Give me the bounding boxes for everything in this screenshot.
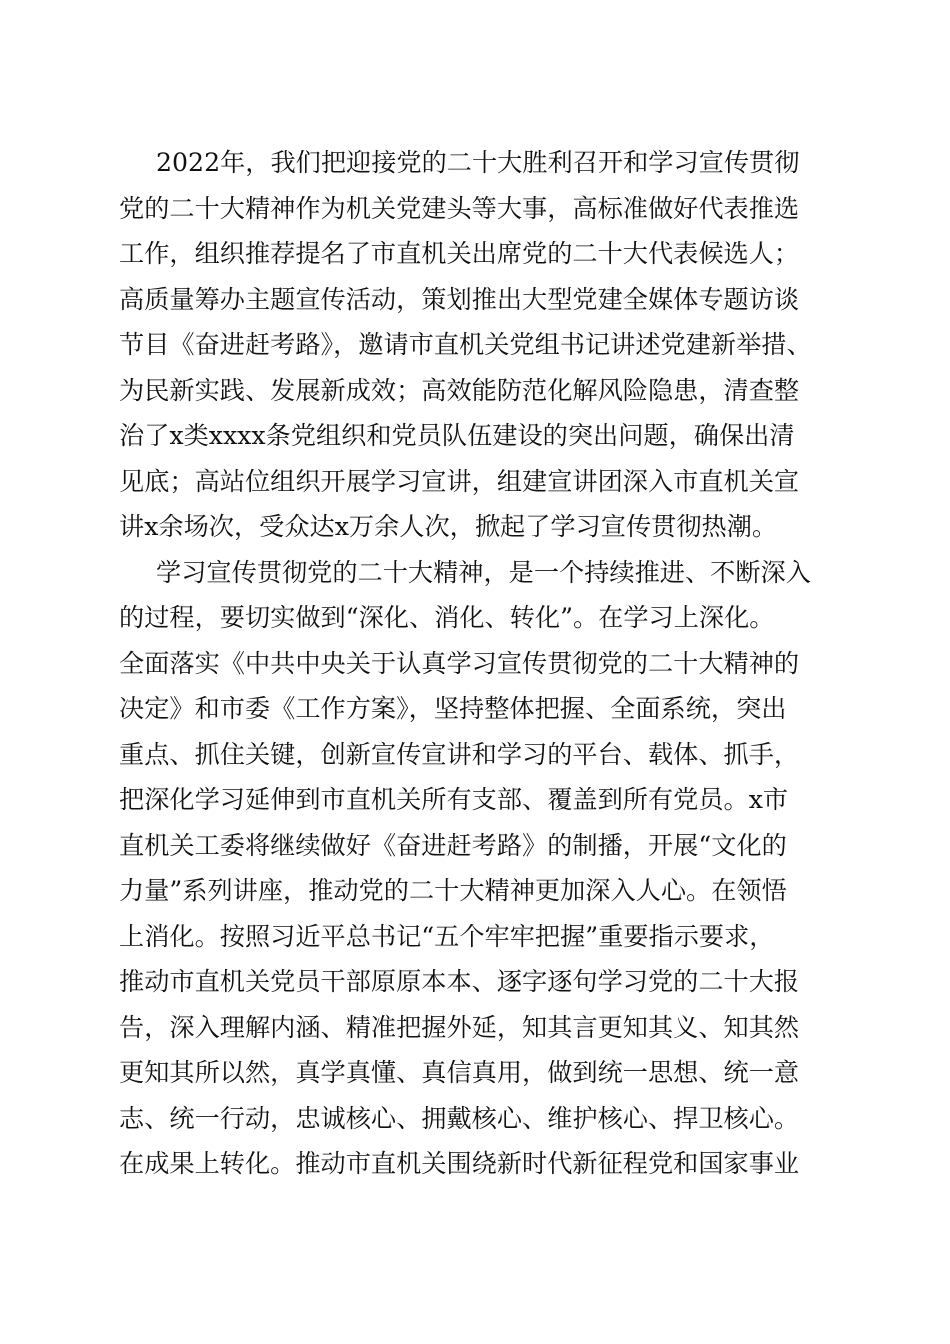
text-line: 学习宣传贯彻党的二十大精神，是一个持续推进、不断深入 (156, 557, 811, 587)
text-line: 重点、抓住关键，创新宣传宣讲和学习的平台、载体、抓手， (119, 739, 800, 769)
paragraph-2 (119, 550, 831, 1187)
paragraph-1 (119, 140, 831, 550)
text-line: 更知其所以然，真学真懂、真信真用，做到统一思想、统一意 (119, 1058, 800, 1087)
text-line: 推动市直机关党员干部原原本本、逐字逐句学习党的二十大报 (119, 967, 800, 996)
text-line: 高质量筹办主题宣传活动，策划推出大型党建全媒体专题访谈 (119, 284, 800, 314)
text-line: 把深化学习延伸到市直机关所有支部、覆盖到所有党员。x市 (119, 785, 789, 814)
document-body (119, 140, 831, 1187)
text-line: 全面落实《中共中央关于认真学习宣传贯彻党的二十大精神的 (119, 648, 800, 678)
text-line: 2022年，我们把迎接党的二十大胜利召开和学习宣传贯彻 (156, 148, 800, 177)
text-line: 讲x余场次，受众达x万余人次，掀起了学习宣传贯彻热潮。 (119, 512, 778, 541)
text-line: 上消化。按照习近平总书记“五个牢牢把握”重要指示要求， (119, 921, 775, 951)
text-line: 力量”系列讲座，推动党的二十大精神更加深入人心。在领悟 (119, 876, 787, 905)
text-line: 党的二十大精神作为机关党建头等大事，高标准做好代表推选 (119, 193, 800, 223)
text-line: 的过程，要切实做到“深化、消化、转化”。在学习上深化。 (119, 603, 775, 632)
text-line: 节目《奋进赶考路》，邀请市直机关党组书记讲述党建新举措、 (119, 330, 812, 359)
text-line: 直机关工委将继续做好《奋进赶考路》的制播，开展“文化的 (119, 830, 787, 860)
text-line: 在成果上转化。推动市直机关围绕新时代新征程党和国家事业 (119, 1149, 800, 1178)
text-line: 治了x类xxxx条党组织和党员队伍建设的突出问题，确保出清 (119, 421, 795, 450)
text-line: 见底；高站位组织开展学习宣讲，组建宣讲团深入市直机关宣 (119, 466, 800, 496)
text-line: 决定》和市委《工作方案》，坚持整体把握、全面系统，突出 (119, 694, 787, 723)
text-line: 告，深入理解内涵、精准把握外延，知其言更知其义、知其然 (119, 1012, 800, 1042)
text-line: 为民新实践、发展新成效；高效能防范化解风险隐患，清查整 (119, 375, 800, 405)
text-line: 志、统一行动，忠诚核心、拥戴核心、维护核心、捍卫核心。 (119, 1103, 800, 1133)
text-line: 工作，组织推荐提名了市直机关出席党的二十大代表候选人； (119, 239, 800, 268)
